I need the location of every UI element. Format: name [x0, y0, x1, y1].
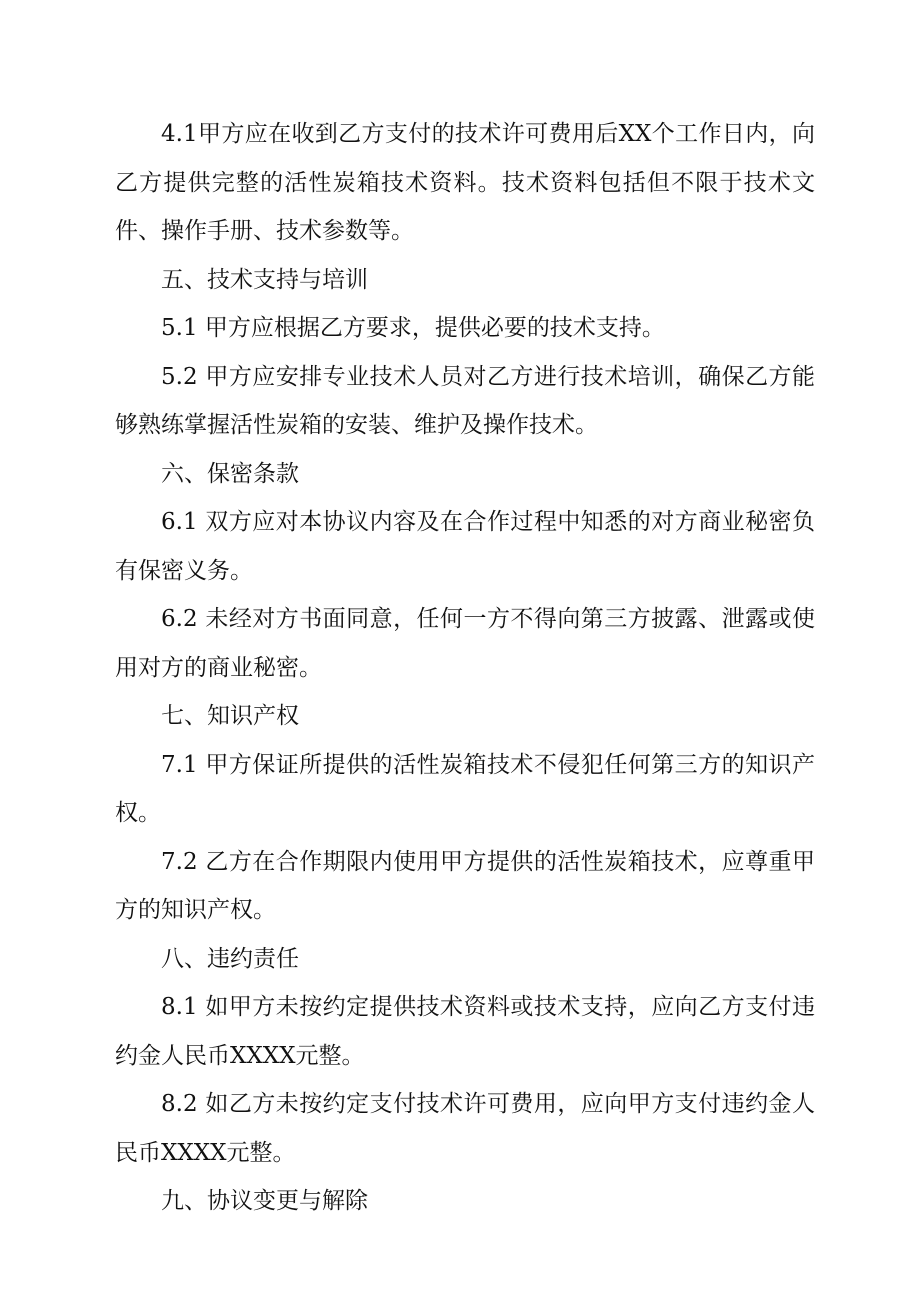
clause-5-1: 5.1 甲方应根据乙方要求，提供必要的技术支持。: [161, 315, 665, 341]
clause-8-1: 8.1 如甲方未按约定提供技术资料或技术支持，应向乙方支付违约金人民币XXXX元整。: [115, 994, 815, 1069]
clause-7-1: 7.1 甲方保证所提供的活性炭箱技术不侵犯任何第三方的知识产权。: [115, 751, 815, 826]
section-heading-7: 七、知识产权: [161, 703, 299, 729]
clause-7-2: 7.2 乙方在合作期限内使用甲方提供的活性炭箱技术，应尊重甲方的知识产权。: [115, 848, 815, 923]
clause-4-1: 4.1甲方应在收到乙方支付的技术许可费用后XX个工作日内，向乙方提供完整的活性炭箱技术资料。技术资料包括但不限于技术文件、操作手册、技术参数等。: [115, 121, 815, 244]
document-body: [115, 110, 815, 1226]
section-heading-6: 六、保密条款: [161, 460, 299, 487]
section-heading-9: 九、协议变更与解除: [161, 1188, 368, 1214]
section-heading-8: 八、违约责任: [161, 945, 299, 972]
clause-5-2: 5.2 甲方应安排专业技术人员对乙方进行技术培训，确保乙方能够熟练掌握活性炭箱的安装、维护及操作技术。: [115, 363, 815, 438]
clause-6-2: 6.2 未经对方书面同意，任何一方不得向第三方披露、泄露或使用对方的商业秘密。: [115, 606, 815, 681]
clause-8-2: 8.2 如乙方未按约定支付技术许可费用，应向甲方支付违约金人民币XXXX元整。: [115, 1091, 815, 1166]
section-heading-5: 五、技术支持与培训: [161, 266, 368, 293]
clause-6-1: 6.1 双方应对本协议内容及在合作过程中知悉的对方商业秘密负有保密义务。: [115, 509, 815, 584]
